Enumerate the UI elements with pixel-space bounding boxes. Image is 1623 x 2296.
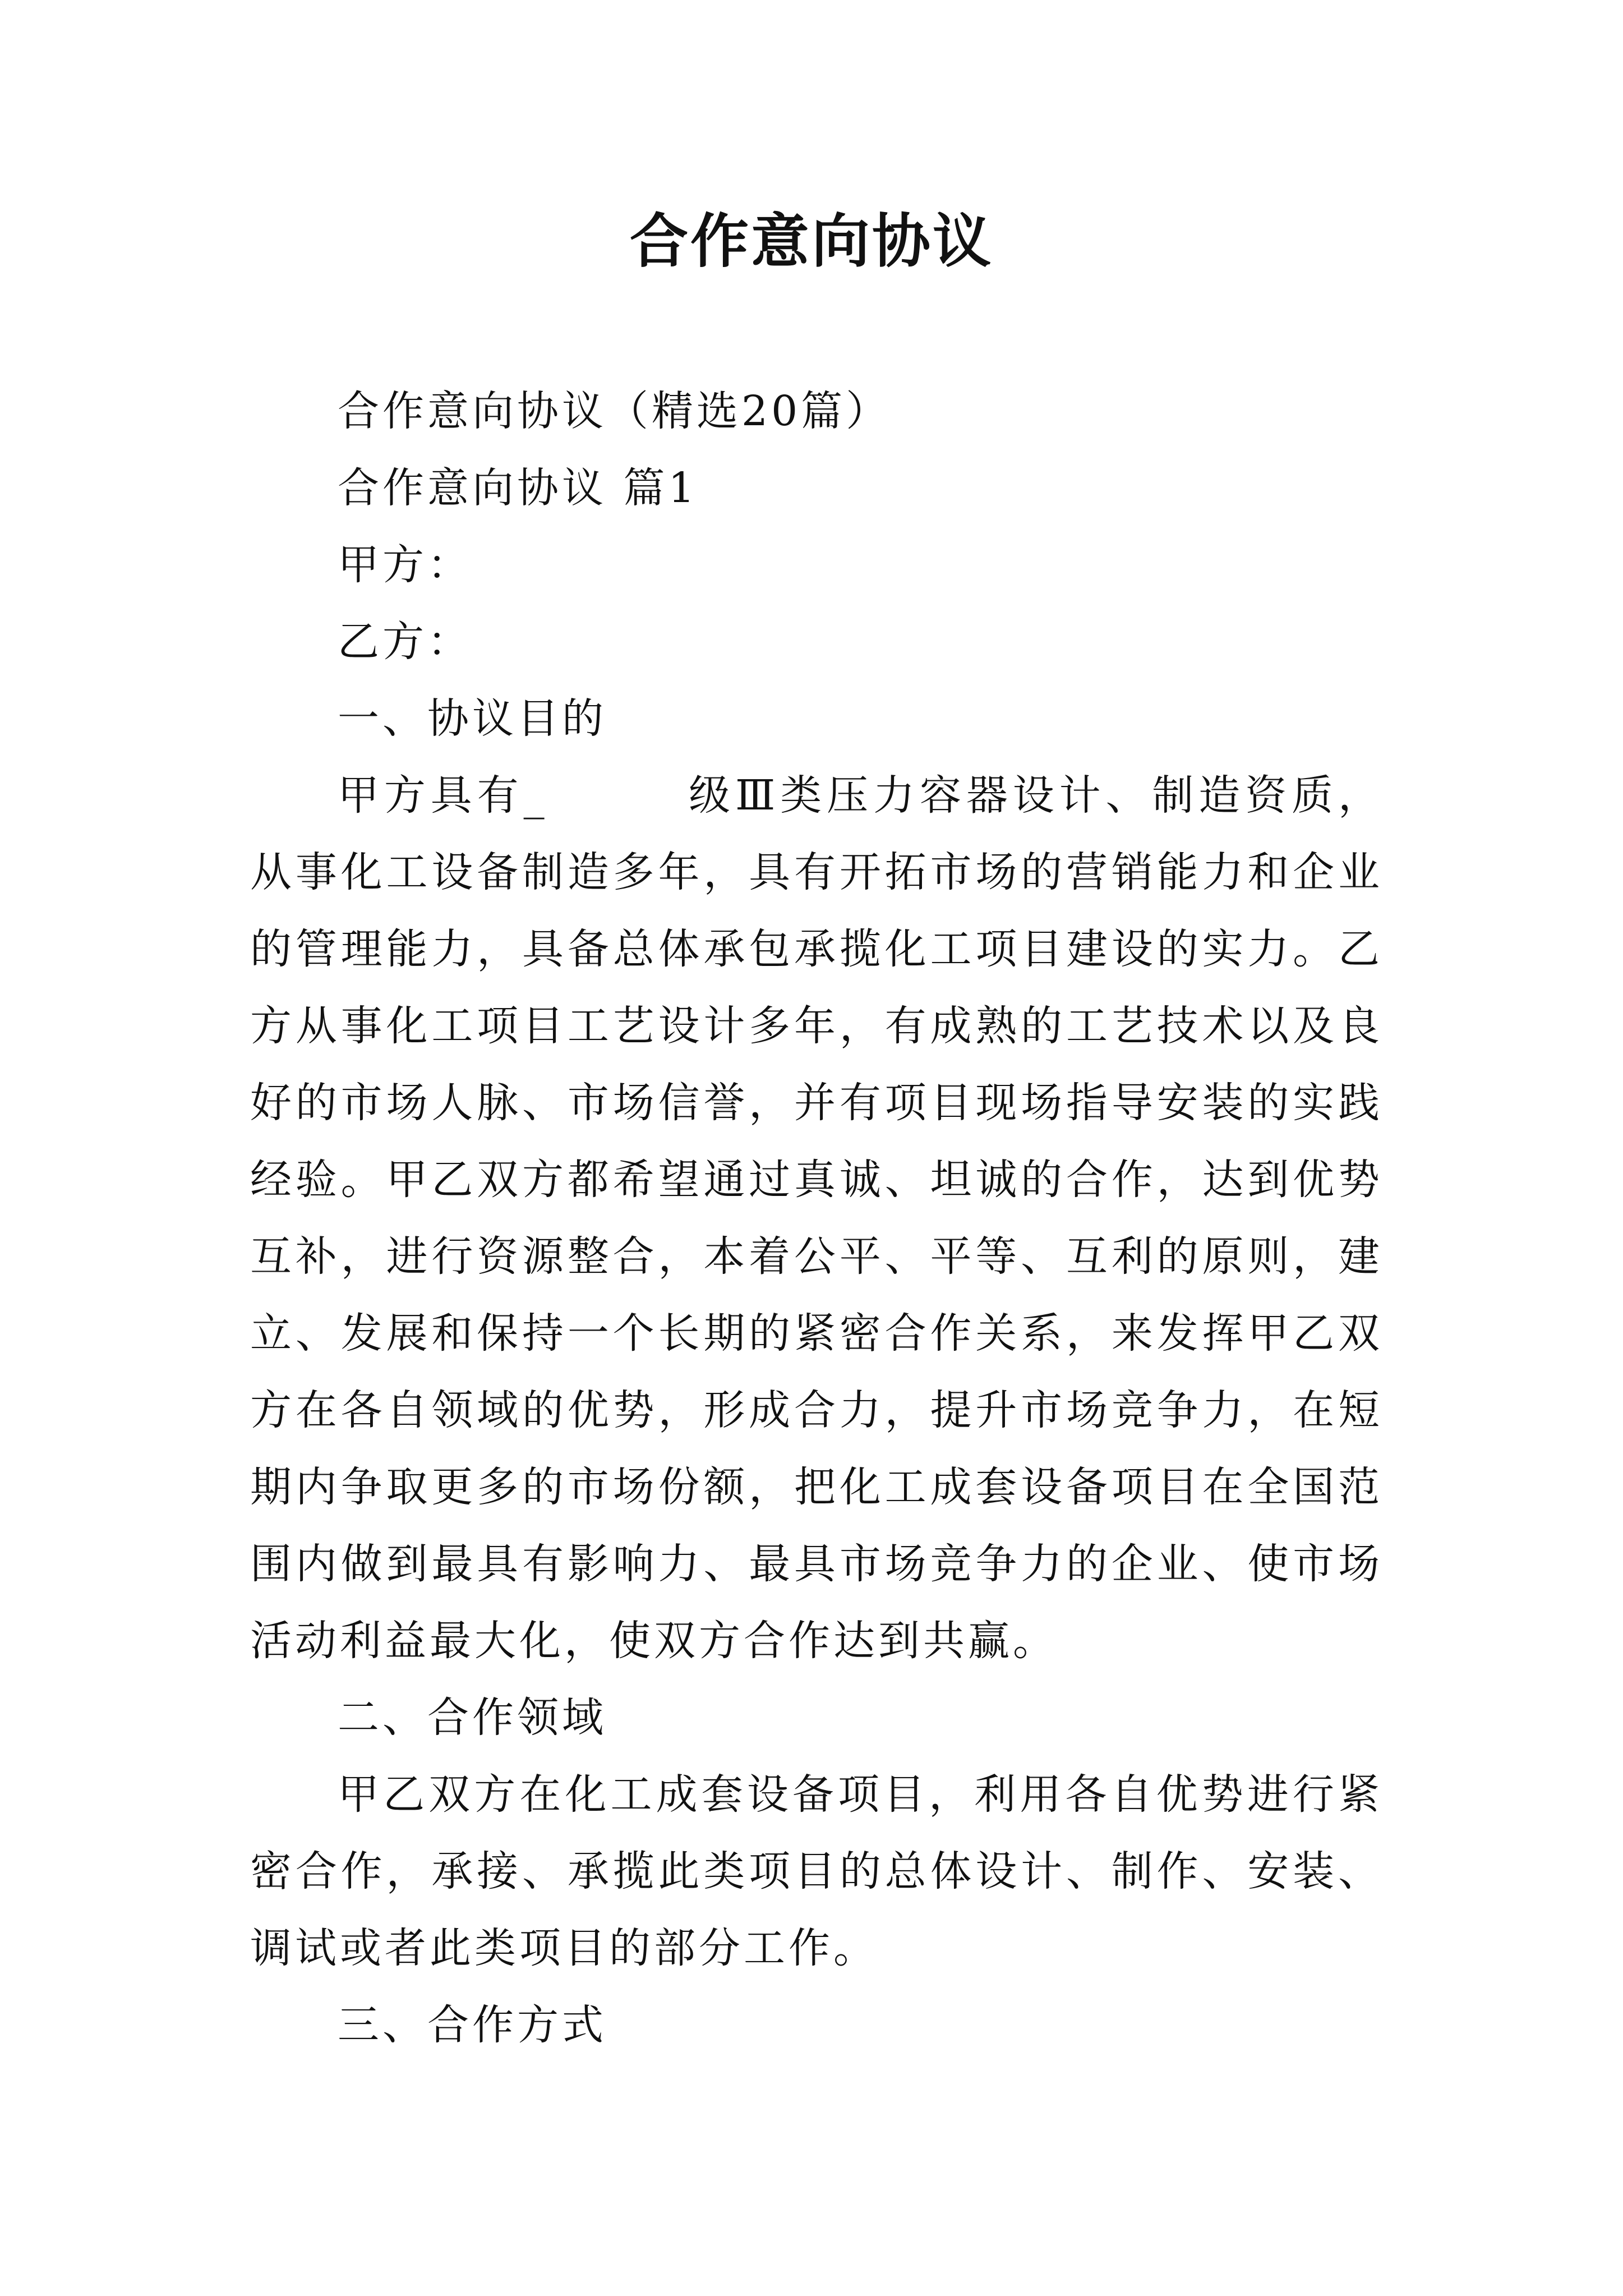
document-body <box>250 373 1383 2064</box>
party-b-line: 乙方： <box>338 618 472 666</box>
section-heading-part1: 合作意向协议 篇1 <box>338 464 698 512</box>
clause-heading-field: 二、合作领域 <box>338 1694 607 1742</box>
document-title: 合作意向协议 <box>629 206 993 275</box>
paragraph-purpose: 甲方具有_ 级Ⅲ类压力容器设计、制造资质，从事化工设备制造多年，具有开拓市场的营销能力和企业的管理能力，具备总体承包承揽化工项目建设的实力。乙方从事化工项目工艺设计多年，有成熟的工艺技术以及良好的市场人脉、市场信誉，并有项目现场指导安装的实践经验。甲乙双方都希望通过真诚、坦诚的合作，达到优势互补，进行资源整合，本着公平、平等、互利的原则，建立、发展和保持一个长期的紧密合作关系，来发挥甲乙双方在各自领域的优势，形成合力，提升市场竞争力，在短期内争取更多的市场份额，把化工成套设备项目在全国范围内做到最具有影响力、最具市场竞争力的企业、使市场活动利益最大化，使双方合作达到共赢。 <box>250 771 1383 1665</box>
clause-heading-method: 三、合作方式 <box>338 2001 607 2049</box>
paragraph-field: 甲乙双方在化工成套设备项目，利用各自优势进行紧密合作，承接、承揽此类项目的总体设计、制作、安装、调试或者此类项目的部分工作。 <box>250 1770 1383 1972</box>
party-a-line: 甲方： <box>338 541 472 589</box>
clause-heading-purpose: 一、协议目的 <box>338 694 607 743</box>
subtitle-selection: 合作意向协议（精选20篇） <box>338 387 891 435</box>
